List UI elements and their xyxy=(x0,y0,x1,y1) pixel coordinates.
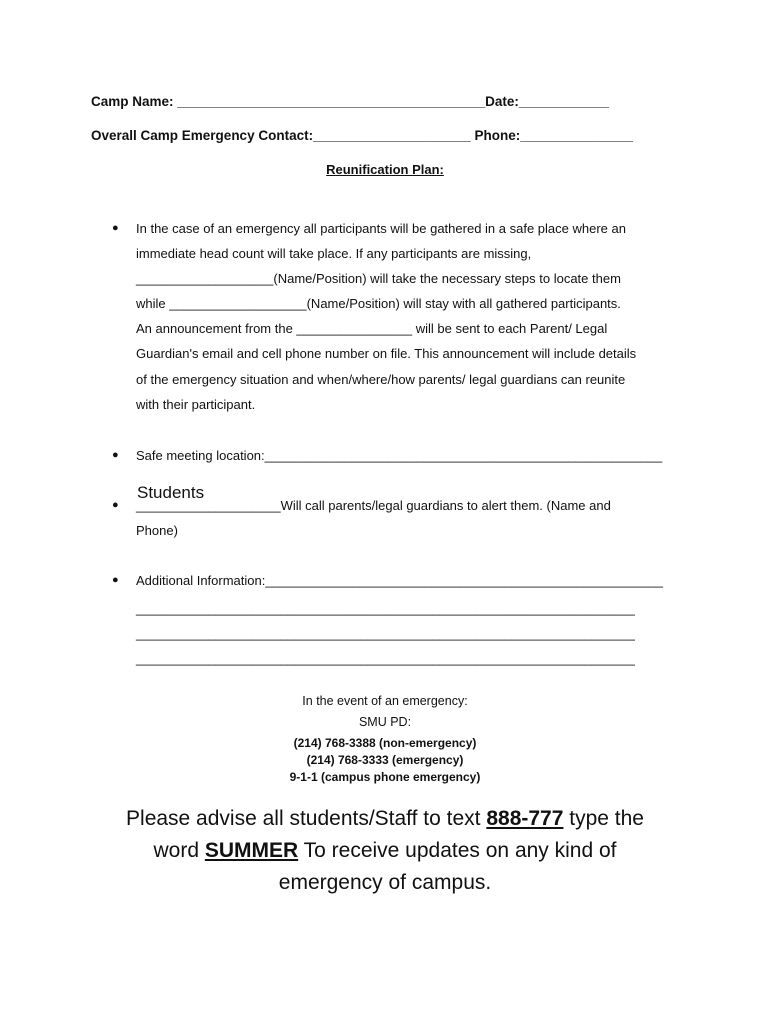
paragraph-line: of the emergency situation and when/where/how parents/ legal guardians can reunite xyxy=(136,372,626,387)
paragraph-line: ___________________(Name/Position) will take the necessary steps to locate them xyxy=(136,271,621,286)
notice-line-2 xyxy=(0,835,770,867)
paragraph-line: In the case of an emergency all participants will be gathered in a safe place where an xyxy=(136,221,626,236)
notice-text: word xyxy=(153,839,205,862)
bullet-marker: ● xyxy=(112,222,119,234)
safe-meeting-location-line: Safe meeting location:_______________________________________________________ xyxy=(136,448,663,463)
emergency-intro: In the event of an emergency: xyxy=(302,694,468,708)
paragraph-line: An announcement from the ________________ will be sent to each Parent/ Legal xyxy=(136,321,608,336)
notice-text: type the xyxy=(563,807,644,830)
emergency-number: (214) 768-3333 (emergency) xyxy=(306,753,464,767)
blank-line: _____________________________________________________________________ xyxy=(136,651,635,666)
notice-line-1 xyxy=(0,803,770,835)
emergency-contact-line: Overall Camp Emergency Contact:_____________________ Phone:_______________ xyxy=(91,128,633,143)
blank-line: _____________________________________________________________________ xyxy=(136,626,635,641)
paragraph-line: while ___________________(Name/Position) will stay with all gathered participants. xyxy=(136,296,621,311)
campus-emergency-number: 9-1-1 (campus phone emergency) xyxy=(289,770,481,784)
notice-text: Please advise all students/Staff to text xyxy=(126,807,487,830)
page-title: Reunification Plan: xyxy=(326,162,444,177)
bullet-marker: ● xyxy=(112,574,119,586)
paragraph-line: ____________________Will call parents/legal guardians to alert them. (Name and xyxy=(136,498,611,513)
text-number: 888-777 xyxy=(486,807,564,830)
text-keyword: SUMMER xyxy=(204,839,299,862)
non-emergency-number: (214) 768-3388 (non-emergency) xyxy=(293,736,477,750)
bullet-marker: ● xyxy=(112,499,119,511)
notice-text: To receive updates on any kind of xyxy=(298,839,617,862)
paragraph-line: Phone) xyxy=(136,523,178,538)
emergency-org: SMU PD: xyxy=(358,715,412,729)
handwritten-entry: Students xyxy=(137,483,205,502)
paragraph-line: immediate head count will take place. If any participants are missing, xyxy=(136,246,532,261)
blank-line: _____________________________________________________________________ xyxy=(136,601,635,616)
paragraph-line: with their participant. xyxy=(136,397,256,412)
paragraph-line: Guardian's email and cell phone number on file. This announcement will include details xyxy=(136,346,637,361)
additional-info-line: Additional Information:_______________________________________________________ xyxy=(136,573,664,588)
camp-name-date-line: Camp Name: _________________________________________Date:____________ xyxy=(91,94,609,109)
bullet-marker: ● xyxy=(112,449,119,461)
notice-line-3: emergency of campus. xyxy=(278,871,492,894)
